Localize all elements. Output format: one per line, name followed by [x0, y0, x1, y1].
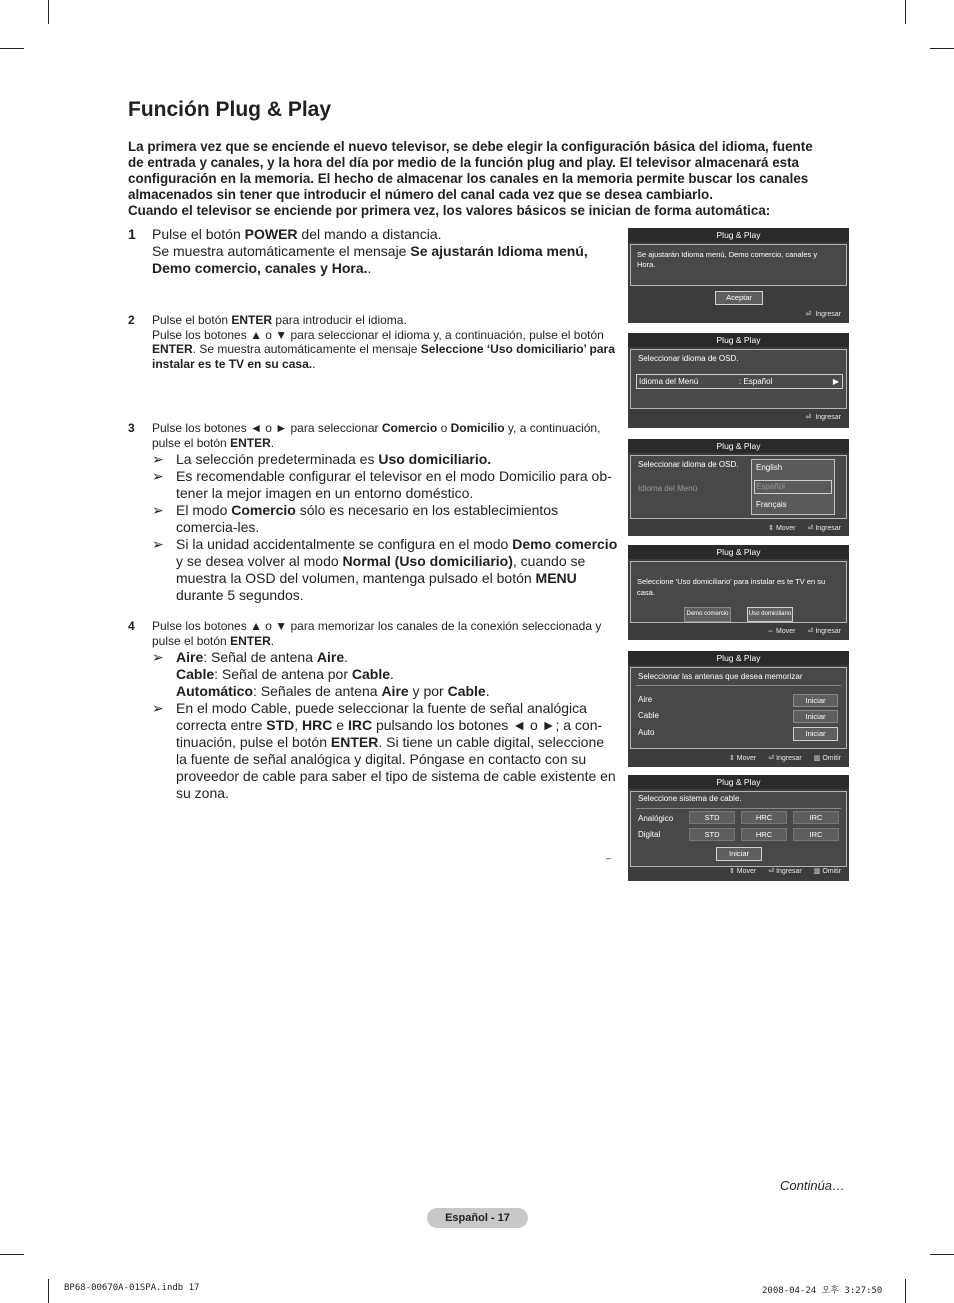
osd-message: Se ajustarán Idioma menú, Demo comercio, canales y Hora. [637, 250, 818, 269]
osd-message-box [630, 244, 847, 286]
step-1 [128, 226, 618, 277]
note [152, 536, 618, 604]
osd-menu-box [630, 349, 847, 409]
std-digital-button[interactable]: STD [689, 828, 735, 841]
row-label: Analógico [638, 814, 674, 823]
note-text: Es recomendable configurar el televisor en el modo Domicilio para ob-tener la mejor imagen en un entorno doméstico. [176, 468, 612, 501]
step-text: y, a continuación, pulse el botón [152, 421, 601, 450]
arrow-icon: ➢ [152, 700, 164, 716]
step-text: para introducir el idioma. [272, 313, 407, 327]
skip-label: Omitir [822, 868, 841, 875]
osd-menu-box [630, 791, 847, 867]
iniciar-aire-button[interactable]: Iniciar [793, 694, 838, 707]
osd-title: Plug & Play [628, 333, 849, 347]
note-text: . [344, 649, 349, 665]
step-text: Pulse el botón [152, 226, 245, 242]
hrc-digital-button[interactable]: HRC [741, 828, 787, 841]
key-name: ENTER [152, 342, 193, 356]
step-text-block [152, 619, 618, 648]
std-analog-button[interactable]: STD [689, 811, 735, 824]
skip-icon: ▥ [813, 755, 821, 762]
field-value: : Español [739, 377, 773, 386]
enter-label: Ingresar [776, 868, 802, 875]
intro-paragraph-1: La primera vez que se enciende el nuevo televisor, se debe elegir la configuración básica del idioma, fuente de entrada y canales, y la hora del día por medio de la función plug and play. El televisor almacenará esta configuración en la memoria. El hecho de almacenar los canales en la memoria permite buscar los canales almacenados sin tener que introducir el número del canal cada vez que se desea cambiarlo. [128, 139, 813, 202]
irc-analog-button[interactable]: IRC [793, 811, 839, 824]
osd-footer [795, 413, 841, 421]
note [152, 468, 618, 502]
note-text: : Señal de antena [203, 649, 317, 665]
crop-mark [0, 1254, 24, 1255]
enter-label: Ingresar [815, 414, 841, 421]
note [152, 502, 618, 536]
option-name: Normal (Uso domiciliario) [342, 553, 513, 569]
row-label: Digital [638, 830, 661, 839]
step-text: Pulse los botones ▲ o ▼ para memorizar los canales de la conexión seleccionada y pulse el botón [152, 619, 602, 648]
step-number: 2 [128, 313, 135, 327]
osd-footer [757, 627, 841, 635]
hrc-analog-button[interactable]: HRC [741, 811, 787, 824]
note-text: Si la unidad accidentalmente se configura en el modo [176, 536, 513, 552]
term: Aire [316, 649, 345, 665]
language-option[interactable]: Français [756, 500, 787, 509]
step-text: . [270, 633, 275, 648]
osd-screen-2 [628, 333, 849, 428]
enter-label: Ingresar [815, 311, 841, 318]
key-name: ENTER [230, 633, 271, 648]
irc-digital-button[interactable]: IRC [793, 828, 839, 841]
note-text: . Si tiene un cable digital, seleccione la fuente de señal analógica y digital. Póngase en contacto con su proveedor de cable para saber el tipo de sistema de cable existente en su zona. [176, 734, 616, 801]
step-4 [128, 619, 618, 802]
note-text: . [485, 683, 490, 699]
language-dropdown[interactable] [751, 459, 835, 515]
key-name: ENTER [230, 435, 271, 450]
option-name: Comercio [381, 421, 438, 435]
osd-message: Seleccione sistema de cable. [638, 794, 742, 803]
arrow-icon: ➢ [152, 451, 164, 467]
term: STD [266, 717, 295, 733]
option-name: Comercio [231, 502, 296, 518]
print-footer-left: BP68-00670A-01SPA.indb 17 [64, 1283, 200, 1293]
osd-screen-4 [628, 545, 849, 640]
continued-label: Continúa… [780, 1178, 846, 1193]
osd-title: Plug & Play [628, 439, 849, 453]
step-text: . Se muestra automáticamente el mensaje [192, 342, 421, 356]
print-footer-right: 2008-04-24 오후 3:27:50 [762, 1286, 883, 1296]
crop-mark [905, 0, 906, 24]
divider [636, 685, 841, 686]
osd-menu-box [630, 455, 847, 519]
term: IRC [347, 717, 373, 733]
uso-domiciliario-button[interactable]: Uso domiciliario [747, 607, 793, 622]
note-text: : Señales de antena [253, 683, 382, 699]
osd-footer [795, 310, 841, 318]
osd-title: Plug & Play [628, 775, 849, 789]
osd-footer [758, 524, 841, 532]
note-text: . [390, 666, 394, 682]
updown-icon: ⇕ [768, 525, 775, 532]
step-text: . [270, 435, 275, 450]
arrow-icon: ➢ [152, 536, 164, 552]
note-text: pulsando los botones ◄ o ►; a con-tinuación, pulse el botón [176, 717, 603, 750]
note [152, 451, 618, 468]
crop-mark [48, 1279, 49, 1303]
intro-paragraph-2: Cuando el televisor se enciende por primera vez, los valores básicos se inician de forma automática: [128, 203, 771, 218]
term: Cable [447, 683, 486, 699]
notes [152, 649, 618, 802]
move-label: Mover [736, 755, 757, 762]
antenna-label: Cable [638, 711, 659, 720]
note-text: sólo es necesario en los establecimientos comercia-les. [176, 502, 559, 535]
stray-dash: – [606, 853, 612, 863]
osd-footer [719, 867, 841, 875]
move-label: Mover [776, 628, 796, 635]
option-name: Demo comercio [512, 536, 618, 552]
osd-menu-box [630, 667, 847, 749]
osd-screen-3 [628, 439, 849, 536]
step-text: Pulse el botón [152, 313, 232, 327]
key-name: ENTER [231, 313, 273, 327]
enter-icon: ⏎ [768, 755, 775, 762]
note-text: En el modo Cable, puede seleccionar la fuente de señal analógica correcta entre [176, 700, 587, 733]
crop-mark [0, 48, 24, 49]
enter-label: Ingresar [776, 755, 802, 762]
step-text-block [152, 421, 618, 450]
message-text: Se ajustarán Idioma menú, Demo comercio, canales y Hora. [152, 243, 588, 276]
iniciar-cable-button[interactable]: Iniciar [793, 710, 838, 723]
aceptar-button[interactable]: Aceptar [715, 291, 763, 305]
key-name: ENTER [330, 734, 379, 750]
step-number: 1 [128, 226, 136, 242]
field-label: Idioma del Menú [638, 484, 698, 493]
language-option[interactable]: Español [756, 482, 785, 491]
language-field[interactable] [636, 374, 843, 389]
enter-icon: ⏎ [805, 414, 812, 421]
osd-screen-5 [628, 651, 849, 767]
intro-text [128, 139, 828, 219]
field-label: Idioma del Menú [639, 377, 699, 386]
arrow-icon: ➢ [152, 649, 164, 665]
note-text: La selección predeterminada es [176, 451, 379, 467]
osd-message: Seleccionar idioma de OSD. [638, 354, 739, 363]
osd-title: Plug & Play [628, 228, 849, 242]
note-text: e [332, 717, 348, 733]
step-text: Pulse los botones ◄ o ► para seleccionar [152, 421, 382, 435]
right-arrow-icon: ▶ [832, 377, 839, 386]
note-text: : Señal de antena por [214, 666, 352, 682]
note-text: El modo [176, 502, 232, 518]
crop-mark [930, 48, 954, 49]
crop-mark [48, 0, 49, 24]
osd-title: Plug & Play [628, 545, 849, 559]
language-option[interactable]: English [756, 463, 783, 472]
antenna-label: Auto [638, 728, 655, 737]
term: Cable [351, 666, 391, 682]
term: Automático [176, 683, 253, 699]
demo-comercio-button[interactable]: Demo comercio [684, 607, 731, 622]
leftright-icon: ⇔ [767, 628, 775, 635]
note-text: y por [408, 683, 448, 699]
osd-screen-1 [628, 228, 849, 323]
iniciar-button[interactable]: Iniciar [716, 847, 762, 861]
term: Cable [176, 666, 215, 682]
note [152, 700, 618, 802]
page-title: Función Plug & Play [128, 98, 332, 121]
step-3 [128, 421, 618, 604]
step-number: 3 [128, 421, 135, 435]
updown-icon: ⇕ [728, 755, 735, 762]
osd-message: Seleccionar idioma de OSD. [638, 460, 739, 469]
step-text: Se muestra automáticamente el mensaje [152, 243, 411, 259]
message-text: Seleccione ‘Uso domiciliario’ para instalar es te TV en su casa. [152, 342, 615, 371]
arrow-icon: ➢ [152, 468, 164, 484]
term: Aire [381, 683, 409, 699]
step-2 [128, 313, 618, 371]
enter-label: Ingresar [815, 525, 841, 532]
enter-label: Ingresar [815, 628, 841, 635]
osd-message: Seleccione 'Uso domiciliario' para instalar es te TV en su casa. [637, 577, 826, 597]
step-text: . [312, 356, 316, 371]
notes [152, 451, 618, 604]
term: Aire [176, 649, 204, 665]
crop-mark [905, 1279, 906, 1303]
key-name: POWER [244, 226, 298, 242]
antenna-label: Aire [638, 695, 653, 704]
key-name: MENU [535, 570, 577, 586]
osd-footer [719, 754, 841, 762]
step-text: Pulse los botones ▲ o ▼ para seleccionar el idioma y, a continuación, pulse el botón [152, 327, 604, 342]
osd-screen-6 [628, 775, 849, 881]
crop-mark [930, 1254, 954, 1255]
skip-label: Omitir [822, 755, 841, 762]
note-text: y se desea volver al modo [176, 553, 343, 569]
iniciar-auto-button[interactable]: Iniciar [793, 727, 838, 741]
skip-icon: ▥ [813, 868, 821, 875]
move-label: Mover [776, 525, 796, 532]
enter-icon: ⏎ [807, 525, 814, 532]
enter-icon: ⏎ [807, 628, 814, 635]
step-text: o [437, 421, 451, 435]
step-text: . [367, 260, 372, 276]
osd-title: Plug & Play [628, 651, 849, 665]
note-text: durante 5 segundos. [176, 587, 304, 603]
option-name: Domicilio [450, 421, 505, 435]
note [152, 649, 618, 700]
osd-message-box [630, 561, 847, 623]
note-text: , [294, 717, 303, 733]
enter-icon: ⏎ [768, 868, 775, 875]
option-name: Uso domiciliario. [378, 451, 492, 467]
step-number: 4 [128, 619, 135, 633]
step-text: del mando a distancia. [297, 226, 442, 242]
arrow-icon: ➢ [152, 502, 164, 518]
updown-icon: ⇕ [728, 868, 735, 875]
note-text: , cuando se muestra la OSD del volumen, mantenga pulsado el botón [176, 553, 586, 586]
osd-message: Seleccionar las antenas que desea memorizar [638, 672, 803, 681]
enter-icon: ⏎ [805, 311, 812, 318]
page-number-badge: Español - 17 [427, 1208, 528, 1228]
move-label: Mover [736, 868, 757, 875]
divider [636, 808, 841, 809]
term: HRC [302, 717, 333, 733]
